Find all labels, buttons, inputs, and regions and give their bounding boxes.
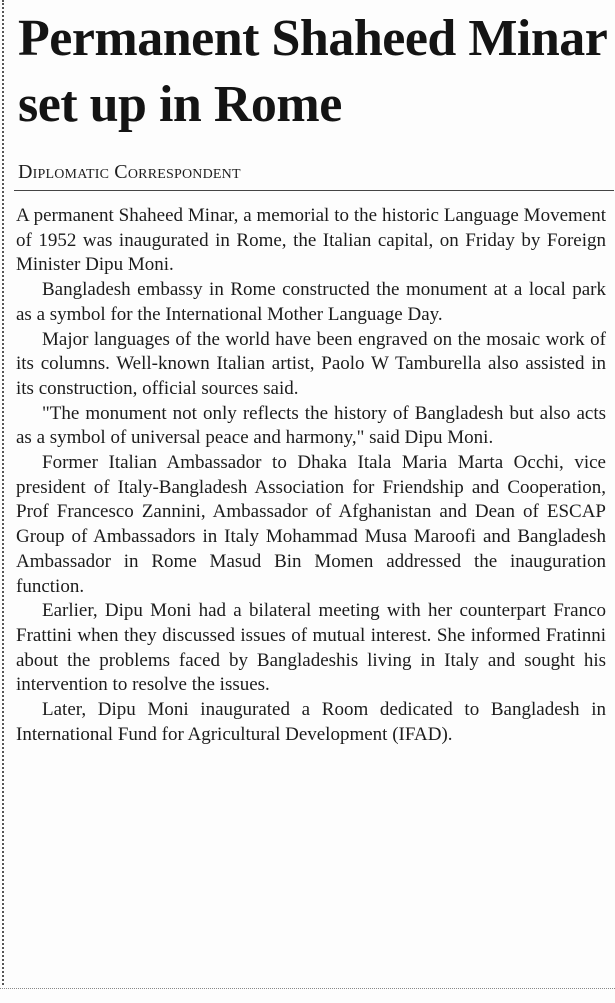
paragraph: Later, Dipu Moni inaugurated a Room dedicated to Bangladesh in International Fund for Agricultural Development (IFAD).	[16, 699, 606, 745]
byline: Diplomatic Correspondent	[18, 161, 241, 183]
paragraph: Earlier, Dipu Moni had a bilateral meeting with her counterpart Franco Frattini when they discussed issues of mutual interest. She informed Fratinni about the problems faced by Bangladeshis living in Italy and sought his intervention to resolve the issues.	[16, 600, 606, 696]
paragraph: Major languages of the world have been engraved on the mosaic work of its columns. Well-known Italian artist, Paolo W Tamburella also assisted in its construction, official sources said.	[16, 328, 606, 399]
byline-divider	[14, 190, 614, 191]
article-body	[16, 204, 606, 747]
paragraph: Bangladesh embassy in Rome constructed the monument at a local park as a symbol for the International Mother Language Day.	[16, 279, 606, 325]
column-divider	[2, 0, 4, 985]
bottom-divider	[0, 988, 615, 989]
paragraph: A permanent Shaheed Minar, a memorial to the historic Language Movement of 1952 was inaugurated in Rome, the Italian capital, on Friday by Foreign Minister Dipu Moni.	[16, 205, 606, 276]
paragraph: Former Italian Ambassador to Dhaka Itala Maria Marta Occhi, vice president of Italy-Bangladesh Association for Friendship and Cooperation, Prof Francesco Zannini, Ambassador of Afghanistan and Dean of ESCAP Group of Ambassadors in Italy Mohammad Musa Maroofi and Bangladesh Ambassador in Rome Masud Bin Momen addressed the inauguration function.	[16, 452, 606, 597]
paragraph: "The monument not only reflects the history of Bangladesh but also acts as a symbol of universal peace and harmony," said Dipu Moni.	[16, 402, 606, 449]
headline: Permanent Shaheed Minar set up in Rome	[18, 10, 607, 133]
